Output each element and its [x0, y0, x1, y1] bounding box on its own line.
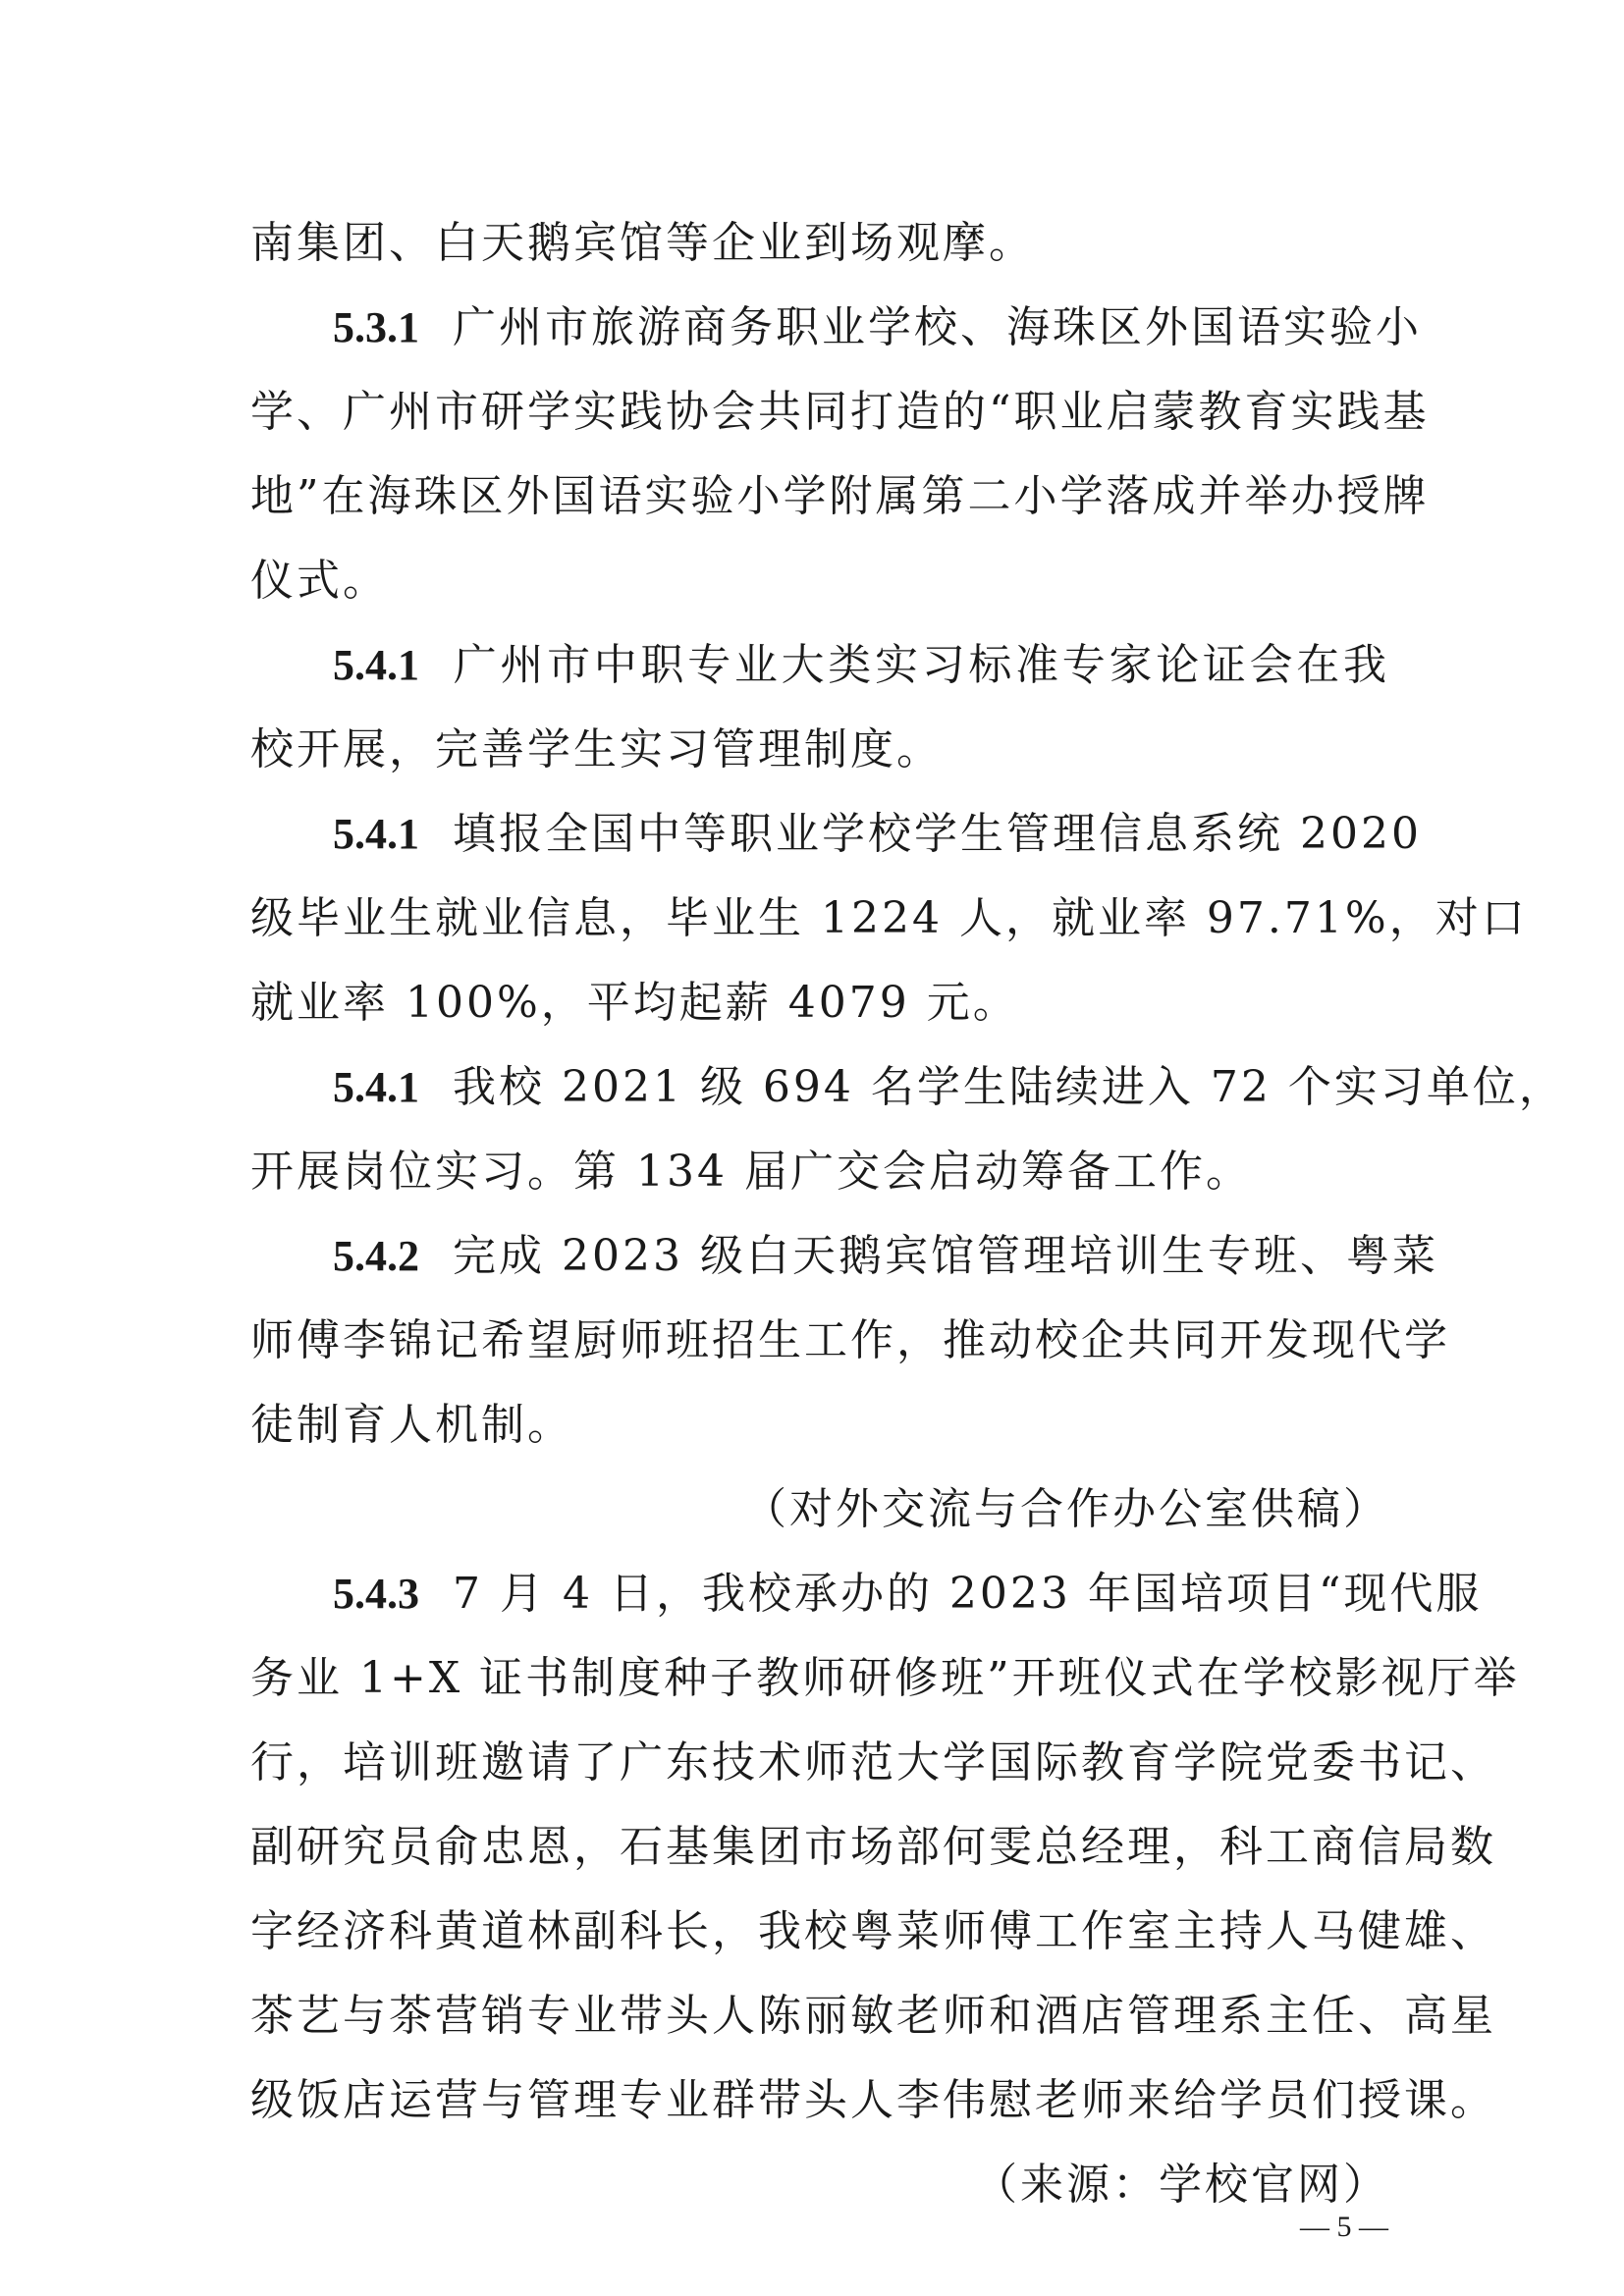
paragraph-text: 广州市中职专业大类实习标准专家论证会在我 [453, 640, 1389, 690]
paragraph-text: 完成 2023 级白天鹅宾馆管理培训生专班、粤菜 [453, 1231, 1438, 1281]
paragraph-first-line [250, 792, 1422, 877]
section-number: 5.4.1 [333, 641, 419, 689]
paragraph-first-line [250, 286, 1422, 370]
section-number: 5.3.1 [333, 303, 419, 351]
paragraph-line: 级毕业生就业信息，毕业生 1224 人，就业率 97.71%，对口 [250, 893, 1528, 943]
paragraph-line: 校开展，完善学生实习管理制度。 [250, 724, 943, 774]
paragraph-first-line [250, 1214, 1438, 1299]
paragraph-text: 7 月 4 日，我校承办的 2023 年国培项目“现代服 [453, 1569, 1483, 1619]
paragraph-line: 就业率 100%，平均起薪 4079 元。 [250, 978, 1019, 1028]
section-number: 5.4.1 [333, 1063, 419, 1111]
page-number: — 5 — [1300, 2211, 1388, 2243]
paragraph-first-line [250, 623, 1389, 708]
document-page [250, 201, 1565, 2227]
section-number: 5.4.2 [333, 1232, 419, 1280]
paragraph-line: 级饭店运营与管理专业群带头人李伟慰老师来给学员们授课。 [250, 2075, 1496, 2125]
paragraph-text: 广州市旅游商务职业学校、海珠区外国语实验小 [453, 302, 1422, 352]
paragraph-line: 字经济科黄道林副科长，我校粤菜师傅工作室主持人马健雄、 [250, 1906, 1496, 1956]
source-credit: （来源：学校官网） [974, 2160, 1389, 2210]
paragraph-line: 行，培训班邀请了广东技术师范大学国际教育学院党委书记、 [250, 1737, 1496, 1788]
paragraph-line: 地”在海珠区外国语实验小学附属第二小学落成并举办授牌 [250, 471, 1430, 521]
paragraph-line: 南集团、白天鹅宾馆等企业到场观摩。 [250, 218, 1035, 268]
paragraph-text: 填报全国中等职业学校学生管理信息系统 2020 [453, 809, 1422, 859]
section-number: 5.4.3 [333, 1570, 419, 1618]
paragraph-line: 副研究员俞忠恩，石基集团市场部何雯总经理，科工商信局数 [250, 1822, 1496, 1872]
paragraph-line: 开展岗位实习。第 134 届广交会启动筹备工作。 [250, 1147, 1252, 1197]
paragraph-line: 仪式。 [250, 556, 389, 606]
paragraph-line: 学、广州市研学实践协会共同打造的“职业启蒙教育实践基 [250, 387, 1430, 437]
source-credit: （对外交流与合作办公室供稿） [743, 1484, 1389, 1534]
paragraph-first-line [250, 1552, 1483, 1636]
paragraph-line: 徒制育人机制。 [250, 1400, 573, 1450]
paragraph-line: 师傅李锦记希望厨师班招生工作，推动校企共同开发现代学 [250, 1315, 1450, 1365]
section-number: 5.4.1 [333, 810, 419, 858]
paragraph-line: 务业 1+X 证书制度种子教师研修班”开班仪式在学校影视厅举 [250, 1653, 1520, 1703]
paragraph-text: 我校 2021 级 694 名学生陆续进入 72 个实习单位， [453, 1062, 1565, 1112]
paragraph-line: 茶艺与茶营销专业带头人陈丽敏老师和酒店管理系主任、高星 [250, 1991, 1496, 2041]
paragraph-first-line [250, 1045, 1565, 1130]
